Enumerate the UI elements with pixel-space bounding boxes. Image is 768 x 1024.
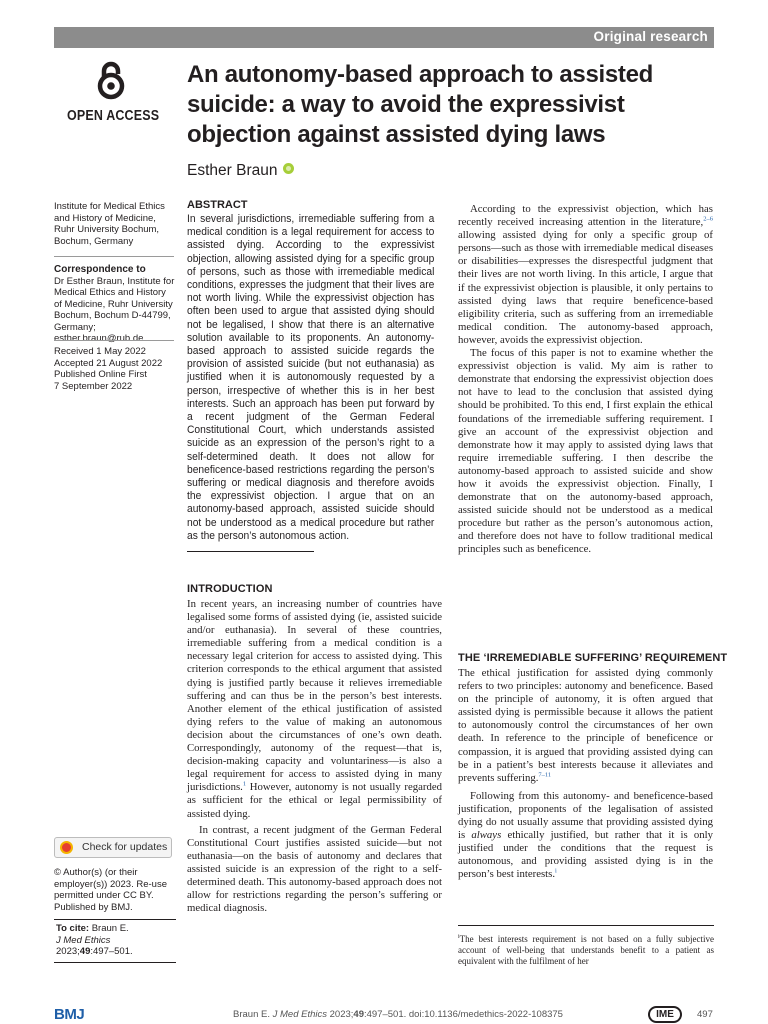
abstract-heading: ABSTRACT xyxy=(187,199,248,211)
cite-pages: :497–501. xyxy=(90,946,133,957)
published-date: 7 September 2022 xyxy=(54,380,133,392)
intro-paragraph: In contrast, a recent judgment of the German Federal Constitutional Court justifies assisted suicide—but not euthanasia—on the basis of autonomy and declares that assisted suicide is an expression of the right to a self-determined death. This autonomy-based approach does not allow for restrictions regarding the person’s suffering or medical diagnosis. xyxy=(187,823,442,915)
abstract-text: In several jurisdictions, irremediable suffering from a medical condition is a legal requirement for access to assisted dying. According to the expressivist objection, allowing assisted dying for a specific group of persons, such as those with irremediable medical conditions, expresses the judgment that their lives are not worth living. While the expressivist objection has often been used to argue that assisted dying should not be legalised, I show that there is an alternative solution available to its proponents. An autonomy-based approach to assisted suicide regards the provision of assisted suicide (but not euthanasia) as justified when it is autonomously requested by a person, irrespective of whether this is in her best interests. Such an approach has been put forward by a recent judgment of the German Federal Constitutional Court, which understands assisted suicide as an expression of the person’s right to a self-determined death. It does not allow for beneficence-based restrictions regarding the person’s suffering or medical diagnosis and therefore avoids the expressivist objection. I argue that on an autonomy-based approach, assisted suicide should not be understood as a medical procedure but rather as the person’s autonomous action. xyxy=(187,213,435,542)
cite-volume: 49 xyxy=(79,946,91,957)
correspondence-heading: Correspondence to xyxy=(54,264,146,275)
correspondence xyxy=(54,264,176,345)
abstract-divider xyxy=(187,551,314,552)
license-text: © Author(s) (or their employer(s)) 2023. Re-use permitted under CC BY. Published by BMJ. xyxy=(54,867,167,913)
reference-link[interactable]: 2–6 xyxy=(703,215,713,223)
dates xyxy=(54,346,176,392)
section-body xyxy=(458,667,713,882)
footnote: $^i$The best interests requirement is not based on a fully subjective account of well-being that understands benefit to a patient as equivalent with the fulfilment of her xyxy=(458,934,714,967)
correspondence-text: Dr Esther Braun, Institute for Medical Ethics and History of Medicine, Ruhr University Bochum, Bochum D-44799, Germany; esther.braun@rub.de xyxy=(54,275,175,344)
published-label: Published Online First xyxy=(54,369,147,380)
body-paragraph: Following from this autonomy- and beneficence-based justification, proponents of the legalisation of assisted dying do not usually assume that providing assisted dying is always ethically justified, but rather that it is only justified under the conditions that the request is autonomous, and providing assisted dying is in the person’s best interests.$^i$ xyxy=(458,789,714,881)
cite-author: Braun E. xyxy=(91,923,129,934)
body-paragraph: The ethical justification for assisted dying commonly refers to two principles: autonomy and beneficence. Based on the principle of autonomy, it is often argued that assisted dying is permissible because it allows the patient to autonomously control the circumstances of her own death. In reference to the principle of beneficence or compassion, it is argued that providing assisted dying can be in a patient’s best interests because it alleviates and prevents suffering.$^{7-11}$ xyxy=(458,667,713,784)
sidebar-divider xyxy=(54,340,174,341)
orcid-icon[interactable] xyxy=(283,163,294,174)
introduction-heading: INTRODUCTION xyxy=(187,583,273,595)
accepted-date: Accepted 21 August 2022 xyxy=(54,357,163,369)
right-column-body xyxy=(458,203,713,557)
section-banner xyxy=(54,27,714,48)
body-paragraph: According to the expressivist objection, which has recently received increasing attention in the literature,$^{2-6}$ allowing assisted dying for only a specific group of persons—such as those with irremediable medical diseases or disabilities—expresses the disrespectful judgment that their lives are not worth living. In this article, I argue that if the expressivist objection is plausible, it only pertains to assisted dying laws that require beneficence-based eligibility criteria, such as suffering from an irremediable medical condition. The autonomy-based approach, however, avoids the expressivist objection. xyxy=(458,203,713,346)
footnote-link[interactable]: i xyxy=(555,867,557,875)
cite-label: To cite: xyxy=(56,923,90,934)
author-name[interactable]: Esther Braun xyxy=(187,162,278,179)
footnote-mark: i xyxy=(458,934,460,940)
section-label: Original research xyxy=(593,29,708,44)
footer-citation: Braun E. J Med Ethics 2023;49:497–501. doi:10.1136/medethics-2022-108375 xyxy=(233,1009,563,1020)
reference-link[interactable]: 7–11 xyxy=(538,771,552,779)
footnote-divider xyxy=(458,925,714,926)
open-access-logo xyxy=(60,60,160,130)
bmj-logo: BMJ xyxy=(54,1006,85,1023)
open-access-icon xyxy=(93,60,129,100)
section-heading: THE ‘IRREMEDIABLE SUFFERING’ REQUIREMENT xyxy=(458,652,728,664)
article-title: An autonomy-based approach to assisted suicide: a way to avoid the expressivist objection against assisted dying laws xyxy=(187,61,654,148)
check-for-updates-label: Check for updates xyxy=(82,841,168,853)
crossmark-icon xyxy=(60,841,73,854)
ime-logo: IME xyxy=(648,1006,682,1023)
intro-paragraph: In recent years, an increasing number of countries have legalised some forms of assisted dying (ie, assisted suicide and/or euthanasia). In several of these countries, irremediable suffering from a medical condition is a necessary legal criterion for access to assisted dying. This criterion corresponds to the ethical argument that assisted dying is justified partly because it relieves irremediable suffering and can thus be in the person’s best interests. Another element of the ethical justification of assisted dying refers to the value of making an autonomous decision about the circumstances of one’s own death. Correspondingly, autonomy of the request—that is, decision-making capacity and voluntariness—is also a legal requirement for access to assisted dying in many jurisdictions.$^1$ However, autonomy is not usually regarded as sufficient for the ethical or legal permissibility of assisted dying. xyxy=(187,598,442,820)
author-line xyxy=(187,162,294,180)
open-access-label: OPEN ACCESS xyxy=(67,108,160,124)
affiliation: Institute for Medical Ethics and History of Medicine, Ruhr University Bochum, Bochum, Germany xyxy=(54,201,165,247)
received-date: Received 1 May 2022 xyxy=(54,346,146,357)
cite-journal: J Med Ethics xyxy=(56,934,111,946)
introduction-body xyxy=(187,598,442,915)
body-paragraph: The focus of this paper is not to examine whether the expressivist objection is valid. My aim is rather to demonstrate that endorsing the expressivist objection does not have to lead to the conclusion that assisted dying should be prohibited. To this end, I first explain the ethical foundations of the irremediable suffering requirement. I give an account of the expressivist objection and demonstrate how it may apply to assisted dying laws that require irremediable suffering. I then describe the autonomy-based approach to assisted suicide and show how it avoids the expressivist objection. Finally, I demonstrate that on the autonomy-based approach, assisted suicide should not be understood as a medical procedure but rather as the person’s autonomous action, and therefore does not have to follow traditional medical principles such as beneficence. xyxy=(458,347,713,556)
doi-link[interactable]: :497–501. doi:10.1136/medethics-2022-108375 xyxy=(364,1009,563,1020)
sidebar-divider xyxy=(54,256,174,257)
page-number: 497 xyxy=(697,1009,713,1020)
reference-link[interactable]: 1 xyxy=(242,780,247,788)
citation-box xyxy=(54,919,176,963)
check-for-updates-button[interactable] xyxy=(54,837,172,858)
cite-year: 2023; xyxy=(56,946,80,957)
